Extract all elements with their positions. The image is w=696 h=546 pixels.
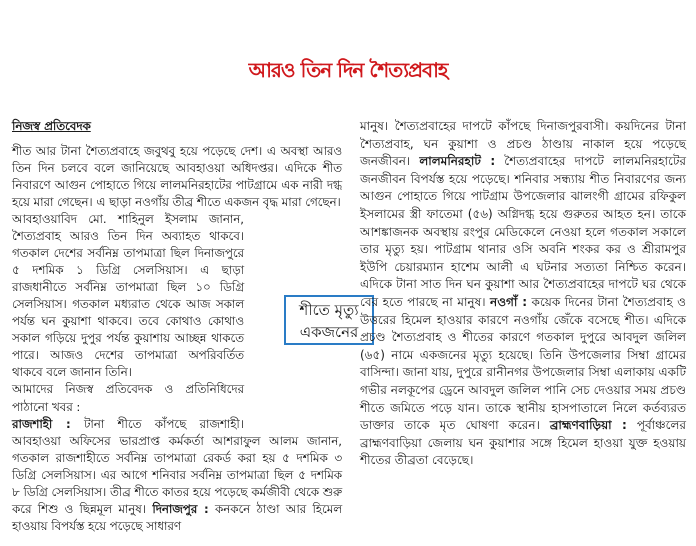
paragraph xyxy=(12,416,342,535)
paragraph-text: কনকনে ঠাণ্ডা আর হিমেল হাওয়ায় বিপর্যস্ত হয়ে পড়েছে সাধারণ xyxy=(12,501,342,533)
pull-quote-gap xyxy=(244,371,342,431)
headline: আরও তিন দিন শৈত্যপ্রবাহ xyxy=(248,58,448,82)
paragraph-text: কয়েক দিনের টানা শৈত্যপ্রবাহ ও উত্তরের হিমেল হাওয়ার কারণে নওগাঁয় জেঁকে বসেছে শীত। এদিকে প্রচণ্ড শৈত্যপ্রবাহ ও শীতের কারণে গতকাল দুপুরে আবদুল জলিল (৬৫) নামে একজনের মৃত্যু হয়েছে। তিনি উপজেলার সিম্বা গ্রামের বাসিন্দা। জানা যায়, দুপুরে রানীনগর উপজেলার সিম্বা এলাকায় একটি গভীর নলকূপের ড্রেনে আবদুল জলিল পানি সেচ দেওয়ার সময় প্রচণ্ড শীতে জমিতে পড়ে যান। তাকে স্থানীয় হাসপাতালে নিলে কর্তব্যরত ডাক্তার তাকে মৃত ঘোষণা করেন। xyxy=(360,294,686,433)
paragraph: আমাদের নিজস্ব প্রতিবেদক ও প্রতিনিধিদের পাঠানো খবর : xyxy=(12,382,244,414)
article-column-right xyxy=(360,118,686,470)
paragraph xyxy=(360,118,686,470)
subhead-rajshahi: রাজশাহী : xyxy=(12,416,71,431)
subhead-brahmanbaria: ব্রাহ্মণবাড়িয়া : xyxy=(549,418,627,433)
pull-quote-line: একজনের xyxy=(299,323,359,341)
paragraph-text: টানা শীতে কাঁপছে রাজশাহী। আবহাওয়া অফিসের ভারপ্রাপ্ত কর্মকর্তা আশরাফুল আলম জানান, গতকাল রাজশাহীতে সর্বনিম্ন তাপমাত্রা রেকর্ড করা হয় ৫ দশমিক ৩ ডিগ্রি সেলসিয়াস। এর আগে শনিবার সর্বনিম্ন তাপমাত্রা ছিল ৫ দশমিক ৮ ডিগ্রি সেলসিয়াস। তীব্র শীতে কাতর হয়ে পড়েছে কর্মজীবী থেকে শুরু করে শিশু ও ছিন্নমূল মানুষ। xyxy=(12,416,342,516)
paragraph-text: পূর্বাঞ্চলের ব্রাহ্মণবাড়িয়া জেলায় ঘন কুয়াশার সঙ্গে হিমেল হাওয়া যুক্ত হওয়ায় শীতের তীব্রতা বেড়েছে। xyxy=(360,418,686,468)
paragraph: আবহাওয়াবিদ মো. শাহিনুল ইসলাম জানান, শৈত্যপ্রবাহ আরও তিন দিন অব্যাহত থাকবে। গতকাল দেশের সর্বনিম্ন তাপমাত্রা ছিল দিনাজপুরে ৫ দশমিক ১ ডিগ্রি সেলসিয়াস। এ ছাড়া রাজধানীতে সর্বনিম্ন তাপমাত্রা ছিল ১০ ডিগ্রি সেলসিয়াস। গতকাল মধ্যরাত থেকে আজ সকাল পর্যন্ত ঘন কুয়াশা থাকবে। তবে কোথাও কোথাও সকাল গড়িয়ে দুপুর পর্যন্ত কুয়াশায় আচ্ছন্ন থাকতে পারে। আজও দেশের তাপমাত্রা অপরিবর্তিত থাকবে বলে জানান তিনি। xyxy=(12,212,244,380)
pull-quote-line: শীতে মৃত্যু xyxy=(299,301,359,319)
byline: নিজস্ব প্রতিবেদক xyxy=(12,119,91,133)
paragraph-text: শৈত্যপ্রবাহের দাপটে লালমনিরহাটের জনজীবন বিপর্যস্ত হয়ে পড়েছে। শনিবার সন্ধ্যায় শীত নিবারণের জন্য আগুন পোহাতে গিয়ে পাটগ্রাম উপজেলার ঝালংগী গ্রামের রফিকুল ইসলামের স্ত্রী ফাতেমা (৫৬) অগ্নিদগ্ধ হয়ে গুরুতর আহত হন। তাকে আশঙ্কাজনক অবস্থায় রংপুর মেডিকেলে নেওয়া হলে গতকাল সকালে তার মৃত্যু হয়। পাটগ্রাম থানার ওসি অবনি শংকর কর ও শ্রীরামপুর ইউপি চেয়ারম্যান হাশেম আলী এ ঘটনার সত্যতা নিশ্চিত করেন। এদিকে টানা সাত দিন ঘন কুয়াশা আর শৈত্যপ্রবাহের দাপটে ঘর থেকে বের হতে পারছে না মানুষ। xyxy=(360,154,686,309)
paragraph-text: মানুষ। শৈত্যপ্রবাহের দাপটে কাঁপছে দিনাজপুরবাসী। কয়দিনের টানা শৈত্যপ্রবাহ, ঘন কুয়াশা ও প্রচণ্ড ঠাণ্ডায় নাকাল হয়ে পড়েছে জনজীবন। xyxy=(360,119,686,169)
paragraph: শীত আর টানা শৈত্যপ্রবাহে জবুথবু হয়ে পড়েছে দেশ। এ অবস্থা আরও তিন দিন চলবে বলে জানিয়েছে আবহাওয়া অধিদপ্তর। এদিকে শীত নিবারণে আগুন পোহাতে গিয়ে লালমনিরহাটের পাটগ্রামে এক নারী দগ্ধ হয়ে মারা গেছেন। এ ছাড়া নওগাঁয় তীব্র শীতে একজন বৃদ্ধ মারা গেছেন। xyxy=(12,144,342,210)
subhead-lalmonirhat: লালমনিরহাট : xyxy=(419,154,496,169)
subhead-dinajpur: দিনাজপুর : xyxy=(152,501,209,516)
subhead-naogaon: নওগাঁ : xyxy=(490,294,528,309)
